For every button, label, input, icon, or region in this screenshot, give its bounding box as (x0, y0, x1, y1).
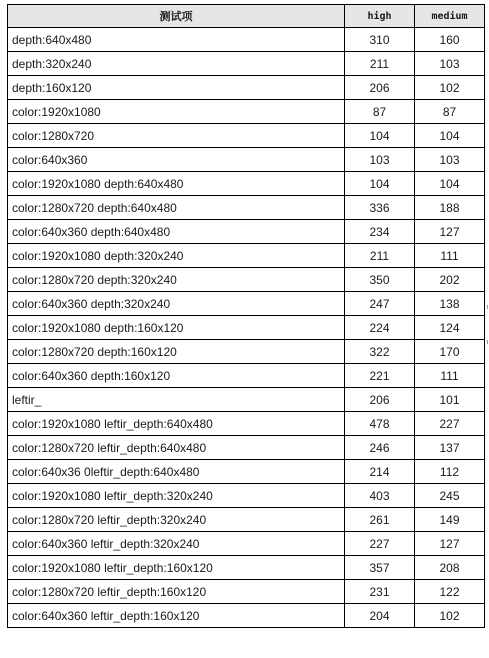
table-body (8, 28, 485, 628)
table-row (8, 76, 485, 100)
row-test-item: color:640x360 (8, 148, 345, 172)
row-medium-value: 103 (415, 52, 485, 76)
row-high-value: 231 (345, 580, 415, 604)
row-high-value: 227 (345, 532, 415, 556)
row-medium-value: 202 (415, 268, 485, 292)
row-high-value: 336 (345, 196, 415, 220)
row-medium-value: 122 (415, 580, 485, 604)
row-medium-value: 102 (415, 604, 485, 628)
table-row (8, 316, 485, 340)
row-medium-value: 103 (415, 148, 485, 172)
row-high-value: 261 (345, 508, 415, 532)
row-test-item: depth:160x120 (8, 76, 345, 100)
row-medium-value: 104 (415, 124, 485, 148)
row-test-item: color:1920x1080 leftir_depth:160x120 (8, 556, 345, 580)
row-medium-value: 208 (415, 556, 485, 580)
table-row (8, 580, 485, 604)
table-row (8, 388, 485, 412)
row-high-value: 206 (345, 388, 415, 412)
table-header (8, 5, 485, 28)
row-test-item: depth:320x240 (8, 52, 345, 76)
table-row (8, 340, 485, 364)
row-high-value: 211 (345, 244, 415, 268)
row-high-value: 104 (345, 172, 415, 196)
row-high-value: 211 (345, 52, 415, 76)
row-high-value: 221 (345, 364, 415, 388)
row-medium-value: 245 (415, 484, 485, 508)
row-high-value: 246 (345, 436, 415, 460)
row-medium-value: 87 (415, 100, 485, 124)
row-medium-value: 149 (415, 508, 485, 532)
row-test-item: depth:640x480 (8, 28, 345, 52)
row-test-item: color:1280x720 leftir_depth:160x120 (8, 580, 345, 604)
header-medium: medium (415, 5, 485, 28)
row-test-item: color:1920x1080 depth:160x120 (8, 316, 345, 340)
row-test-item: color:640x360 depth:320x240 (8, 292, 345, 316)
row-test-item: color:1280x720 leftir_depth:320x240 (8, 508, 345, 532)
row-medium-value: 137 (415, 436, 485, 460)
table-row (8, 124, 485, 148)
table-row (8, 292, 485, 316)
table-row (8, 28, 485, 52)
row-medium-value: 111 (415, 244, 485, 268)
row-medium-value: 138 (415, 292, 485, 316)
row-high-value: 478 (345, 412, 415, 436)
table-row (8, 100, 485, 124)
header-row (8, 5, 485, 28)
row-high-value: 247 (345, 292, 415, 316)
row-high-value: 224 (345, 316, 415, 340)
row-medium-value: 112 (415, 460, 485, 484)
row-test-item: color:1280x720 (8, 124, 345, 148)
row-high-value: 322 (345, 340, 415, 364)
table-row (8, 172, 485, 196)
row-test-item: color:1920x1080 depth:320x240 (8, 244, 345, 268)
table-row (8, 364, 485, 388)
row-test-item: leftir_ (8, 388, 345, 412)
row-medium-value: 160 (415, 28, 485, 52)
row-test-item: color:640x36 0leftir_depth:640x480 (8, 460, 345, 484)
row-high-value: 103 (345, 148, 415, 172)
row-test-item: color:1280x720 depth:160x120 (8, 340, 345, 364)
row-medium-value: 111 (415, 364, 485, 388)
row-medium-value: 170 (415, 340, 485, 364)
row-test-item: color:1920x1080 depth:640x480 (8, 172, 345, 196)
table-row (8, 412, 485, 436)
table-row (8, 436, 485, 460)
results-table (7, 4, 485, 628)
edge-mark (487, 340, 488, 344)
row-medium-value: 127 (415, 220, 485, 244)
row-high-value: 310 (345, 28, 415, 52)
row-high-value: 214 (345, 460, 415, 484)
row-test-item: color:1280x720 depth:640x480 (8, 196, 345, 220)
row-test-item: color:640x360 depth:160x120 (8, 364, 345, 388)
table-row (8, 148, 485, 172)
row-test-item: color:1920x1080 leftir_depth:640x480 (8, 412, 345, 436)
header-test-item: 测试项 (8, 5, 345, 28)
row-high-value: 403 (345, 484, 415, 508)
edge-mark (487, 305, 488, 309)
row-medium-value: 124 (415, 316, 485, 340)
row-high-value: 206 (345, 76, 415, 100)
table-row (8, 244, 485, 268)
row-medium-value: 227 (415, 412, 485, 436)
table-row (8, 484, 485, 508)
row-test-item: color:640x360 leftir_depth:160x120 (8, 604, 345, 628)
row-high-value: 87 (345, 100, 415, 124)
row-test-item: color:640x360 leftir_depth:320x240 (8, 532, 345, 556)
row-medium-value: 101 (415, 388, 485, 412)
row-high-value: 234 (345, 220, 415, 244)
table-row (8, 604, 485, 628)
row-test-item: color:1920x1080 (8, 100, 345, 124)
row-test-item: color:1280x720 depth:320x240 (8, 268, 345, 292)
table-row (8, 556, 485, 580)
row-high-value: 104 (345, 124, 415, 148)
row-test-item: color:640x360 depth:640x480 (8, 220, 345, 244)
row-test-item: color:1920x1080 leftir_depth:320x240 (8, 484, 345, 508)
row-test-item: color:1280x720 leftir_depth:640x480 (8, 436, 345, 460)
table-row (8, 508, 485, 532)
table-row (8, 52, 485, 76)
row-high-value: 350 (345, 268, 415, 292)
row-medium-value: 127 (415, 532, 485, 556)
row-medium-value: 188 (415, 196, 485, 220)
table-row (8, 532, 485, 556)
row-high-value: 357 (345, 556, 415, 580)
table-row (8, 220, 485, 244)
header-high: high (345, 5, 415, 28)
table-row (8, 460, 485, 484)
row-high-value: 204 (345, 604, 415, 628)
row-medium-value: 102 (415, 76, 485, 100)
row-medium-value: 104 (415, 172, 485, 196)
results-sheet (7, 4, 485, 628)
table-row (8, 268, 485, 292)
table-row (8, 196, 485, 220)
